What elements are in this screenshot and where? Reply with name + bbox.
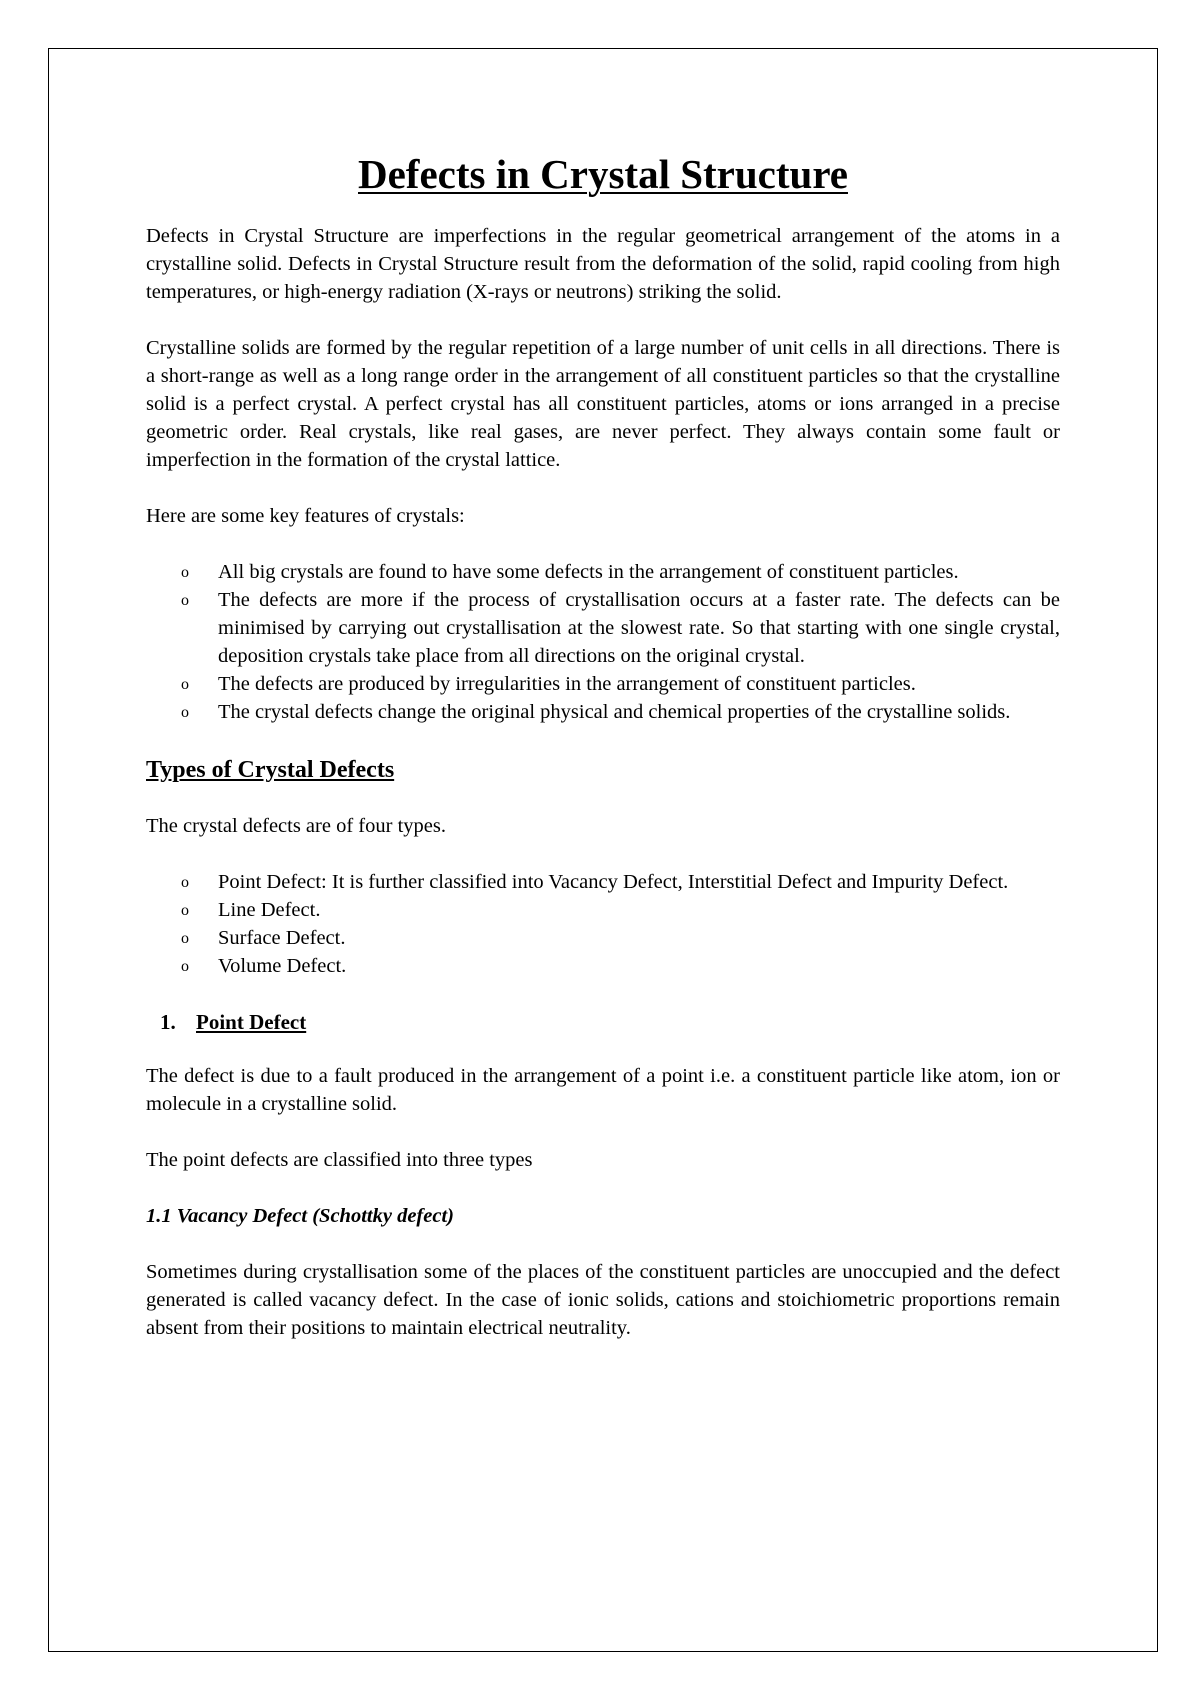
list-item — [181, 924, 1060, 952]
vacancy-defect-heading: 1.1 Vacancy Defect (Schottky defect) — [146, 1205, 454, 1227]
bullet-icon: o — [181, 930, 189, 947]
bullet-icon: o — [181, 676, 189, 693]
list-item — [181, 586, 1060, 670]
bullet-icon: o — [181, 958, 189, 975]
list-item — [181, 670, 1060, 698]
intro-paragraph-3: Here are some key features of crystals: — [146, 505, 465, 527]
list-item-text: The defects are more if the process of crystallisation occurs at a faster rate. The defects can be minimised by carrying out crystallisation at the slowest rate. So that starting with one single crystal, deposition crystals take place from all directions on the original crystal. — [218, 589, 1060, 667]
list-item-text: Surface Defect. — [218, 927, 346, 949]
intro-paragraph-1: Defects in Crystal Structure are imperfections in the regular geometrical arrangement of the atoms in a crystalline solid. Defects in Crystal Structure result from the deformation of the solid, rapid cooling from high temperatures, or high-energy radiation (X-rays or neutrons) striking the solid. — [146, 225, 1060, 303]
bullet-icon: o — [181, 902, 189, 919]
key-features-list — [146, 558, 1060, 726]
types-heading: Types of Crystal Defects — [146, 757, 395, 783]
document-body — [146, 150, 1060, 1370]
point-defect-heading — [160, 1008, 1060, 1036]
point-defect-paragraph-2: The point defects are classified into three types — [146, 1149, 533, 1171]
list-item — [181, 952, 1060, 980]
bullet-icon: o — [181, 592, 189, 609]
list-item — [181, 868, 1060, 896]
bullet-icon: o — [181, 704, 189, 721]
list-item-text: Point Defect: It is further classified into Vacancy Defect, Interstitial Defect and Impurity Defect. — [218, 871, 1009, 893]
types-list — [146, 868, 1060, 980]
list-item — [181, 698, 1060, 726]
point-defect-paragraph-1: The defect is due to a fault produced in the arrangement of a point i.e. a constituent particle like atom, ion or molecule in a crystalline solid. — [146, 1065, 1060, 1115]
list-item — [181, 558, 1060, 586]
point-defect-heading-text: Point Defect — [196, 1010, 307, 1034]
vacancy-defect-paragraph: Sometimes during crystallisation some of the places of the constituent particles are unoccupied and the defect generated is called vacancy defect. In the case of ionic solids, cations and stoichiometric proportions remain absent from their positions to maintain electrical neutrality. — [146, 1261, 1060, 1339]
list-item-text: The crystal defects change the original physical and chemical properties of the crystalline solids. — [218, 701, 1011, 723]
list-item-text: The defects are produced by irregularities in the arrangement of constituent particles. — [218, 673, 916, 695]
list-item-text: Volume Defect. — [218, 955, 347, 977]
types-intro: The crystal defects are of four types. — [146, 815, 446, 837]
bullet-icon: o — [181, 874, 189, 891]
list-item — [181, 896, 1060, 924]
list-item-text: Line Defect. — [218, 899, 321, 921]
bullet-icon: o — [181, 564, 189, 581]
point-defect-number: 1. — [160, 1010, 176, 1034]
intro-paragraph-2: Crystalline solids are formed by the regular repetition of a large number of unit cells in all directions. There is a short-range as well as a long range order in the arrangement of all constituent particles so that the crystalline solid is a perfect crystal. A perfect crystal has all constituent particles, atoms or ions arranged in a precise geometric order. Real crystals, like real gases, are never perfect. They always contain some fault or imperfection in the formation of the crystal lattice. — [146, 337, 1060, 471]
list-item-text: All big crystals are found to have some defects in the arrangement of constituent particles. — [218, 561, 959, 583]
document-title: Defects in Crystal Structure — [358, 151, 848, 197]
